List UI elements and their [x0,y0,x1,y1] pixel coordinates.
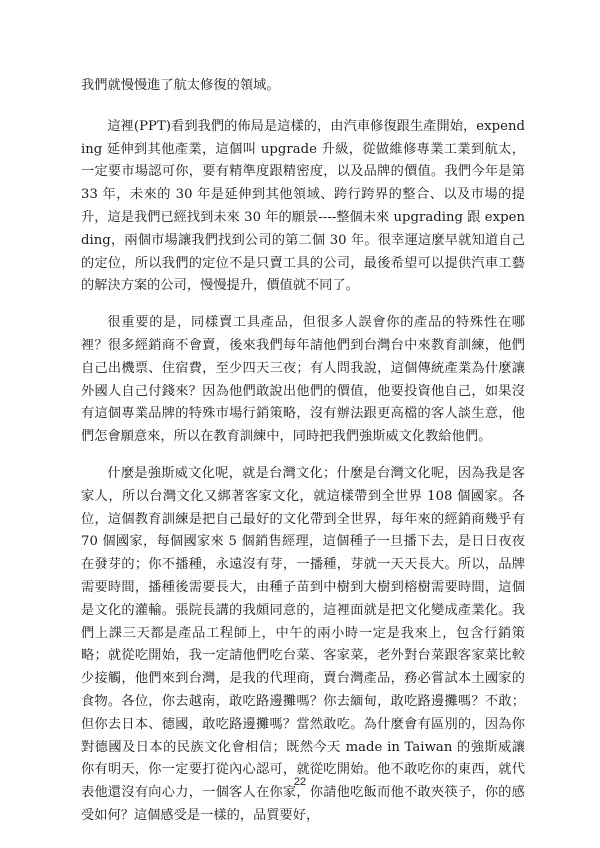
paragraph-4: 什麼是強斯威文化呢，就是台灣文化；什麼是台灣文化呢，因為我是客家人，所以台灣文化又綁著客家文化，就這樣帶到全世界 108 個國家。各位，這個教育訓練是把自己最好的文化帶到全世界，每年來的經銷商幾乎有 70 個國家，每個國家來 5 個銷售經理，這個種子一旦播下去，是日日夜夜在發芽的；你不播種，永遠沒有芽，一播種，芽就一天天長大。所以，品牌需要時間，播種後需要長大，由種子苗到中樹到大樹到榕樹需要時間，這個是文化的灌輸。張院長講的我頗同意的，這裡面就是把文化變成產業化。我們上課三天都是產品工程師上，中午的兩小時一定是我來上，包含行銷策略；就從吃開始，我一定請他們吃台菜、客家菜，老外對台菜跟客家菜比較少接觸，他們來到台灣，是我的代理商，賣台灣產品，務必嘗試本土國家的食物。各位，你去越南，敢吃路邊攤嗎？你去緬甸，敢吃路邊攤嗎？不敢；但你去日本、德國，敢吃路邊攤嗎？當然敢吃。為什麼會有區別的，因為你對德國及日本的民族文化會相信；既然今天 made in Taiwan 的強斯威讓你有明天，你一定要打從內心認可，就從吃開始。他不敢吃你的東西，就代表他還沒有向心力，一個客人在你家，你請他吃飯而他不敢夾筷子，你的感受如何？這個感受是一樣的，品質要好， [81,465,525,823]
paragraph-1: 我們就慢慢進了航太修復的領域。 [81,78,280,93]
body-text [81,75,525,842]
paragraph-3: 很重要的是，同樣賣工具產品，但很多人誤會你的產品的特殊性在哪裡？很多經銷商不會賣，後來我們每年請他們到台灣台中來教育訓練，他們自己出機票、住宿費，至少四天三夜；有人問我說，這個傳統產業為什麼讓外國人自己付錢來？因為他們敢說出他們的價值，他要投資他自己，如果沒有這個專業品牌的特殊市場行銷策略，沒有辦法跟更高檔的客人談生意，他們怎會願意來，所以在教育訓練中，同時把我們強斯威文化教給他們。 [81,315,525,445]
paragraph-2: 這裡(PPT)看到我們的佈局是這樣的，由汽車修復跟生產開始，expending 延伸到其他產業，這個叫 upgrade 升級，從做維修專業工業到航太，一定要市場認可你，要有精準度跟精密度，以及品牌的價值。我們今年是第 33 年，未來的 30 年是延伸到其他領域、跨行跨界的整合、以及市場的提升，這是我們已經找到未來 30 年的願景----整個未來 upgrading 跟 expending，兩個市場讓我們找到公司的第二個 30 年。很幸運這麼早就知道自己的定位，所以我們的定位不是只賣工具的公司，最後希望可以提供汽車工藝的解決方案的公司，慢慢提升，價值就不同了。 [81,118,525,294]
page-number: 22 [293,776,307,788]
